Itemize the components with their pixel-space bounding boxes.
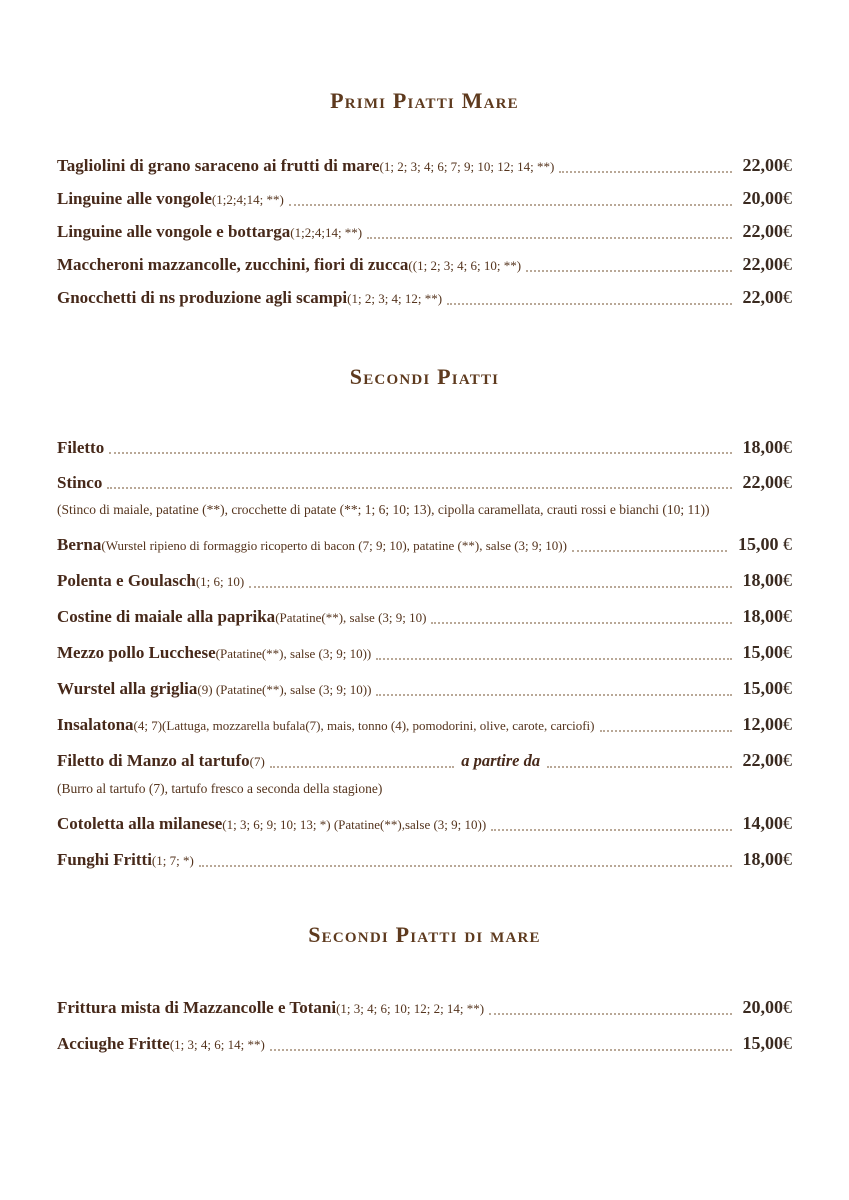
dish-name: Maccheroni mazzancolle, zucchini, fiori di zucca <box>57 255 409 274</box>
euro-sign: € <box>783 221 792 241</box>
price-amount: 12,00 <box>742 714 783 734</box>
allergen-note: (Wurstel ripieno di formaggio ricoperto di bacon (7; 9; 10), patatine (**), salse (3; 9; 10)) <box>101 538 567 553</box>
dot-leader <box>270 1049 732 1051</box>
dot-leader <box>491 829 731 831</box>
price-amount: 15,00 <box>742 642 783 662</box>
euro-sign: € <box>783 750 792 770</box>
allergen-note: (9) (Patatine(**), salse (3; 9; 10)) <box>197 682 372 697</box>
dish-detail-line: (Burro al tartufo (7), tartufo fresco a seconda della stagione) <box>57 781 383 796</box>
section-title: Secondi Piatti <box>349 364 500 389</box>
price <box>743 187 793 209</box>
allergen-note: (4; 7)(Lattuga, mozzarella bufala(7), mais, tonno (4), pomodorini, olive, carote, carciofi) <box>133 718 595 733</box>
dish-name: Linguine alle vongole <box>57 189 212 208</box>
price-amount: 18,00 <box>742 570 783 590</box>
allergen-note: (7) <box>249 754 265 769</box>
menu-item-row <box>57 605 792 629</box>
dot-leader <box>600 730 732 732</box>
price-amount: 18,00 <box>742 437 783 457</box>
dot-leader <box>431 622 731 624</box>
menu-item-row <box>57 533 792 557</box>
euro-sign: € <box>783 287 792 307</box>
price <box>743 996 793 1018</box>
price <box>743 848 793 870</box>
allergen-note: (1;2;4;14; **) <box>211 192 284 207</box>
menu-item-row <box>57 286 792 310</box>
euro-sign: € <box>783 1033 792 1053</box>
section-title: Primi Piatti Mare <box>330 88 519 113</box>
price-amount: 15,00 <box>742 678 783 698</box>
dish-detail-line: (Stinco di maiale, patatine (**), crocchette di patate (**; 1; 6; 10; 13), cipolla caramellata, crauti rossi e bianchi (10; 11)) <box>57 502 710 517</box>
price <box>743 713 793 735</box>
dish-name: Frittura mista di Mazzancolle e Totani <box>57 998 337 1017</box>
dish-name: Mezzo pollo Lucchese <box>57 643 216 662</box>
price <box>743 749 793 771</box>
menu-item-row <box>57 812 792 836</box>
price <box>738 533 792 555</box>
allergen-note: (1; 7; *) <box>151 853 194 868</box>
dot-leader <box>376 658 731 660</box>
price-amount: 15,00 <box>742 1033 783 1053</box>
euro-sign: € <box>783 642 792 662</box>
allergen-note: (1; 6; 10) <box>195 574 245 589</box>
dot-leader <box>376 694 731 696</box>
euro-sign: € <box>783 570 792 590</box>
menu-item-row <box>57 641 792 665</box>
dot-leader <box>199 865 732 867</box>
section-title: Secondi Piatti di mare <box>308 922 541 947</box>
dot-leader <box>559 171 731 173</box>
price <box>743 253 793 275</box>
allergen-note: ((1; 2; 3; 4; 6; 10; **) <box>408 258 522 273</box>
menu-item-row <box>57 713 792 737</box>
dish-name: Cotoletta alla milanese <box>57 814 223 833</box>
price <box>743 677 793 699</box>
euro-sign: € <box>783 188 792 208</box>
dish-name: Funghi Fritti <box>57 850 152 869</box>
price <box>743 641 793 663</box>
price-amount: 22,00 <box>742 472 783 492</box>
dish-name: Insalatona <box>57 715 134 734</box>
price <box>743 471 793 493</box>
dot-leader <box>367 237 731 239</box>
dot-leader <box>572 550 727 552</box>
menu-item-row <box>57 848 792 872</box>
price-amount: 18,00 <box>742 849 783 869</box>
price-amount: 15,00 <box>738 534 783 554</box>
price-amount: 22,00 <box>742 287 783 307</box>
menu-item-row <box>57 471 792 494</box>
dot-leader <box>249 586 731 588</box>
menu-item-row <box>57 996 792 1020</box>
euro-sign: € <box>783 849 792 869</box>
price <box>743 154 793 176</box>
starting-from-label: a partire da <box>461 751 541 770</box>
euro-sign: € <box>783 155 792 175</box>
euro-sign: € <box>783 813 792 833</box>
allergen-note: (1; 3; 6; 9; 10; 13; *) (Patatine(**),salse (3; 9; 10)) <box>222 817 487 832</box>
price <box>743 1032 793 1054</box>
dot-leader <box>447 303 731 305</box>
allergen-note: (1; 3; 4; 6; 14; **) <box>169 1037 265 1052</box>
dish-name: Berna <box>57 535 102 554</box>
menu-items <box>57 436 792 872</box>
dot-leader <box>270 766 454 768</box>
menu-item-row <box>57 436 792 459</box>
allergen-note: (Patatine(**), salse (3; 9; 10) <box>275 610 427 625</box>
allergen-note: (Patatine(**), salse (3; 9; 10)) <box>215 646 372 661</box>
dish-name: Tagliolini di grano saraceno ai frutti di mare <box>57 156 380 175</box>
allergen-note: (1; 3; 4; 6; 10; 12; 2; 14; **) <box>336 1001 485 1016</box>
price <box>743 286 793 308</box>
price-amount: 20,00 <box>742 188 783 208</box>
dish-name: Stinco <box>57 473 103 492</box>
dish-name: Acciughe Fritte <box>57 1034 170 1053</box>
price-amount: 22,00 <box>742 750 783 770</box>
price-amount: 20,00 <box>742 997 783 1017</box>
euro-sign: € <box>783 254 792 274</box>
euro-sign: € <box>783 437 792 457</box>
price-amount: 22,00 <box>742 155 783 175</box>
menu-items <box>57 996 792 1056</box>
euro-sign: € <box>783 714 792 734</box>
dot-leader <box>489 1013 731 1015</box>
dish-name: Gnocchetti di ns produzione agli scampi <box>57 288 348 307</box>
price-amount: 14,00 <box>742 813 783 833</box>
dish-name: Filetto <box>57 438 105 457</box>
menu-item-row <box>57 253 792 277</box>
price <box>743 220 793 242</box>
allergen-note: (1; 2; 3; 4; 12; **) <box>347 291 443 306</box>
menu-item-row <box>57 1032 792 1056</box>
dot-leader <box>107 487 731 489</box>
dot-leader <box>526 270 731 272</box>
price-amount: 22,00 <box>742 254 783 274</box>
menu-item-row <box>57 569 792 593</box>
dish-name: Wurstel alla griglia <box>57 679 198 698</box>
menu-section <box>57 88 792 310</box>
allergen-note: (1; 2; 3; 4; 6; 7; 9; 10; 12; 14; **) <box>379 159 555 174</box>
price-amount: 18,00 <box>742 606 783 626</box>
menu-section <box>57 922 792 1056</box>
price <box>743 569 793 591</box>
price-amount: 22,00 <box>742 221 783 241</box>
menu-item-row <box>57 154 792 178</box>
dish-name: Polenta e Goulasch <box>57 571 196 590</box>
menu-section <box>57 364 792 872</box>
menu-item-row <box>57 187 792 211</box>
price <box>743 436 793 458</box>
dot-leader <box>109 452 731 454</box>
dish-name: Filetto di Manzo al tartufo <box>57 751 250 770</box>
euro-sign: € <box>783 534 792 554</box>
menu-item-row <box>57 220 792 244</box>
euro-sign: € <box>783 997 792 1017</box>
menu-items <box>57 154 792 310</box>
menu-item-row <box>57 749 792 773</box>
dish-name: Costine di maiale alla paprika <box>57 607 276 626</box>
euro-sign: € <box>783 472 792 492</box>
euro-sign: € <box>783 606 792 626</box>
dish-name: Linguine alle vongole e bottarga <box>57 222 291 241</box>
price <box>743 605 793 627</box>
menu-item-row <box>57 677 792 701</box>
dot-leader <box>289 204 732 206</box>
price <box>743 812 793 834</box>
dot-leader <box>547 766 731 768</box>
euro-sign: € <box>783 678 792 698</box>
allergen-note: (1;2;4;14; **) <box>290 225 363 240</box>
